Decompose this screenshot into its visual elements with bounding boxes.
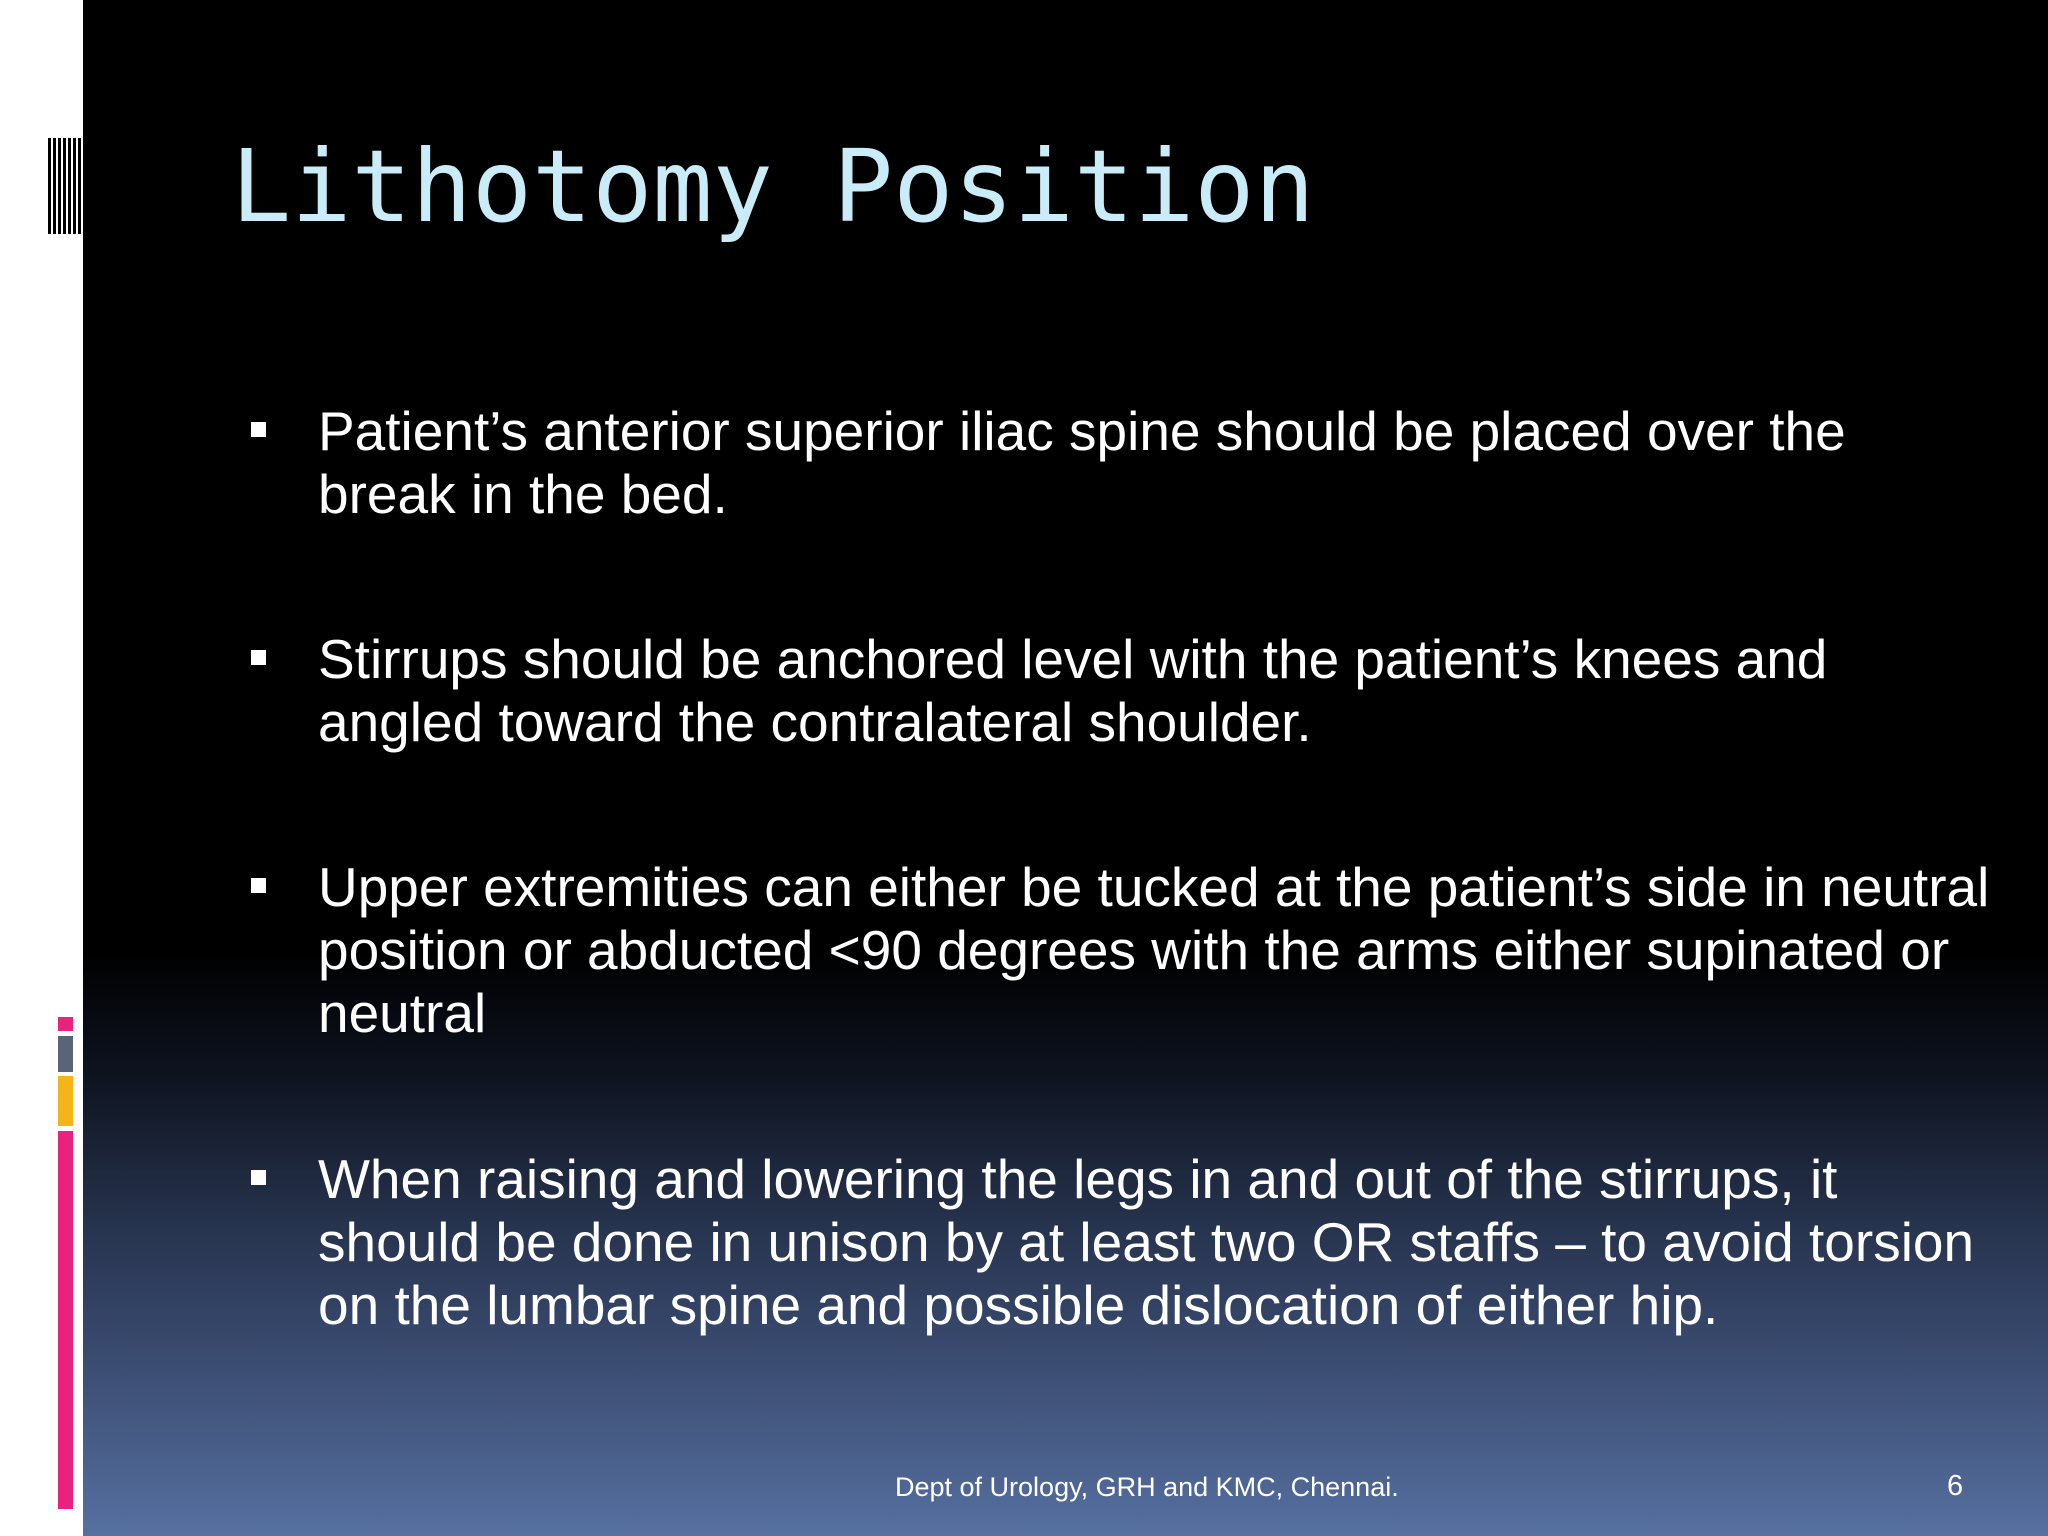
accent-bar-pink (58, 1131, 73, 1509)
square-bullet-icon (251, 1170, 266, 1185)
accent-bar-pink-small (58, 1017, 73, 1031)
bullet-text: When raising and lowering the legs in and out of the stirrups, it should be done in unison by at least two OR staffs – to avoid torsion on the lumbar spine and possible dislocation of either hip. (318, 1148, 1975, 1336)
decorative-stripe-block (48, 138, 82, 234)
square-bullet-icon (251, 422, 266, 437)
slide-title: Lithotomy Position (231, 128, 1315, 245)
accent-bar-yellow (58, 1076, 73, 1126)
slide (83, 0, 2048, 1536)
bullet-text: Upper extremities can either be tucked at the patient’s side in neutral position or abducted <90 degrees with the arms either supinated or neutral (318, 856, 1990, 1044)
bullet-text: Stirrups should be anchored level with the patient’s knees and angled toward the contralateral shoulder. (318, 628, 1828, 753)
left-margin (0, 0, 83, 1536)
bullet-text: Patient’s anterior superior iliac spine should be placed over the break in the bed. (318, 400, 1846, 525)
square-bullet-icon (251, 878, 266, 893)
slide-number: 6 (1947, 1470, 1964, 1502)
slide-footer: Dept of Urology, GRH and KMC, Chennai. (895, 1472, 1399, 1502)
accent-bar-gray (58, 1036, 73, 1072)
square-bullet-icon (251, 650, 266, 665)
